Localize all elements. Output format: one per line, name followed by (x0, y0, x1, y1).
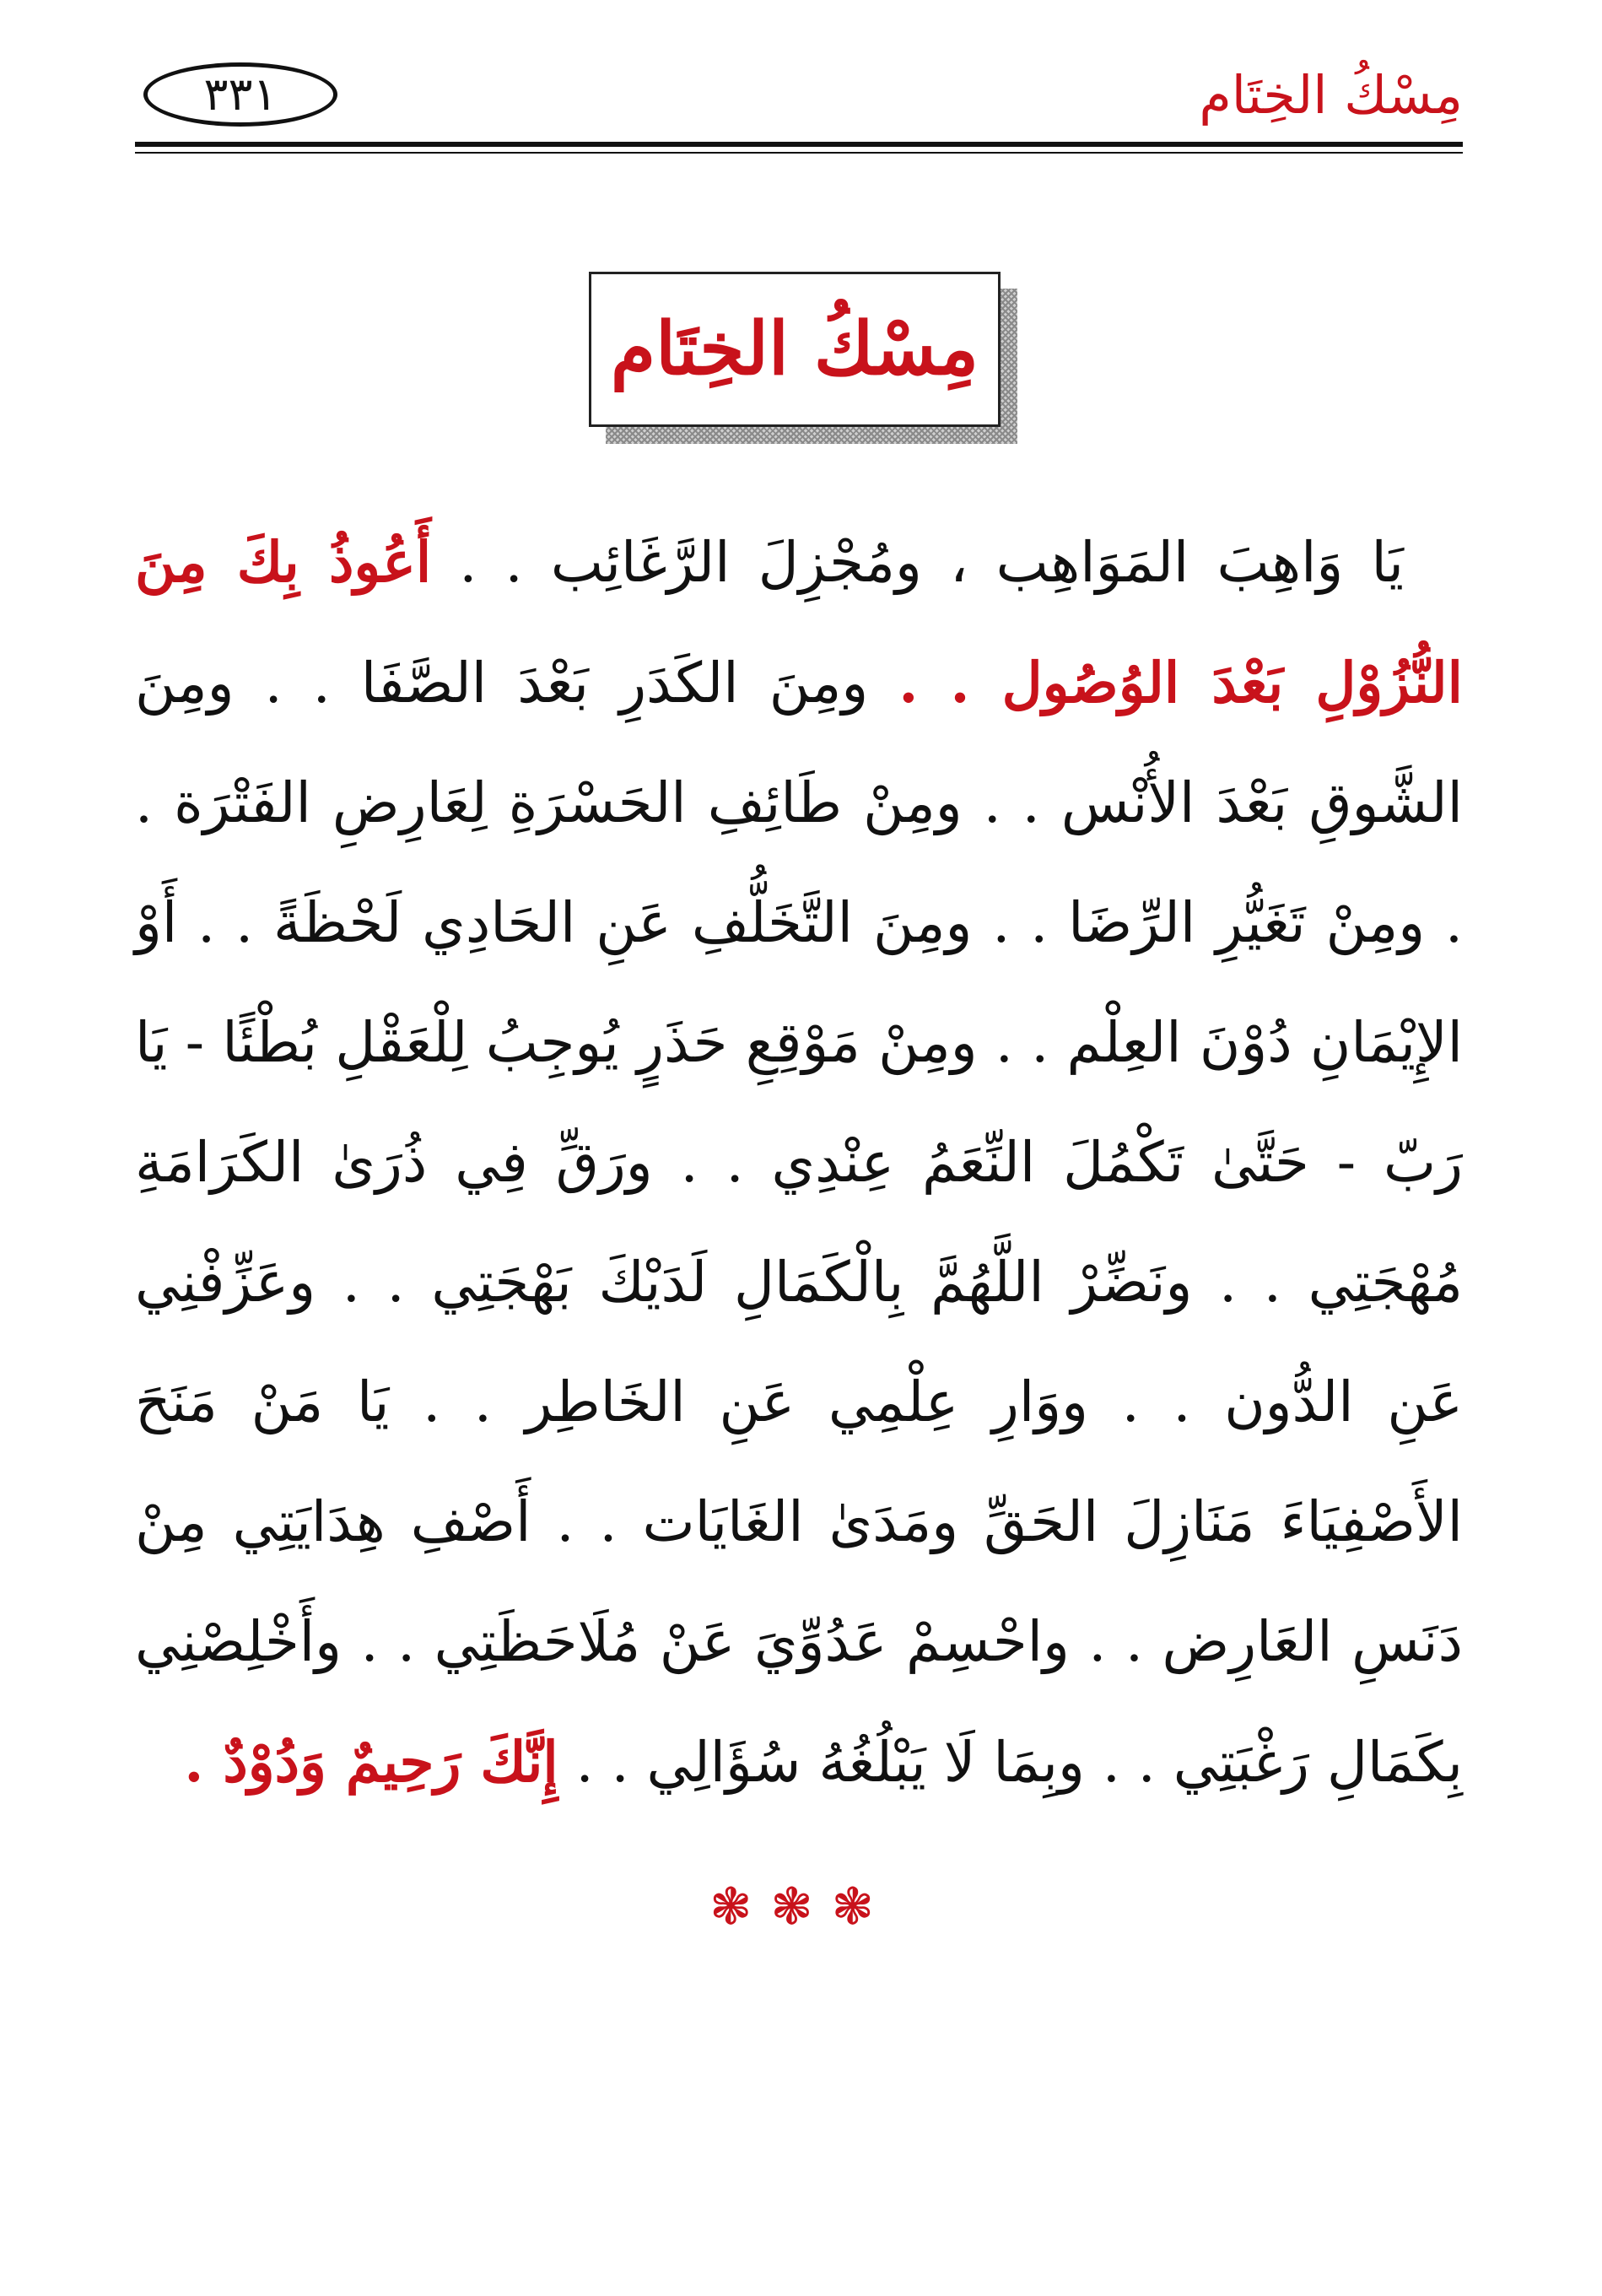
header-rule-thin (135, 152, 1463, 154)
page-number: ٣٣١ (143, 62, 337, 127)
body-highlight-2: إِنَّكَ رَحِيمٌ وَدُوْدٌ . (184, 1729, 558, 1795)
body-segment-2: ومِنَ الكَدَرِ بَعْدَ الصَّفَا . . ومِنَ الشَّوقِ بَعْدَ الأُنْس . . ومِنْ طَائِفِ الحَسْرَةِ لِعَارِضِ الفَتْرَة . . ومِنْ تَغَيُّرِ الرِّضَا . . ومِنَ التَّخَلُّفِ عَنِ الحَادِي لَحْظَةً . . أَوْ الإِيْمَانِ دُوْنَ العِلْم . . ومِنْ مَوْقِعِ حَذَرٍ يُوجِبُ لِلْعَقْلِ بُطْئًا - يَا رَبّ - حَتَّىٰ تَكْمُلَ النِّعَمُ عِنْدِي . . ورَقِّ فِي ذُرَىٰ الكَرَامَةِ مُهْجَتِي . . ونَضِّرْ اللَّهُمَّ بِالْكَمَالِ لَدَيْكَ بَهْجَتِي . . وعَزِّفْنِي عَنِ الدُّون . . ووَارِ عِلْمِي عَنِ الخَاطِر . . يَا مَنْ مَنَحَ الأَصْفِيَاءَ مَنَازِلَ الحَقِّ ومَدَىٰ الغَايَات . . أَصْفِ هِدَايَتِي مِنْ دَنَسِ العَارِض . . واحْسِمْ عَدُوِّيَ عَنْ مُلَاحَظَتِي . . وأَخْلِصْنِي بِكَمَالِ رَغْبَتِي . . وبِمَا لَا يَبْلُغُهُ سُؤَالِي . . (135, 651, 1463, 1795)
body-paragraph (135, 502, 1463, 1823)
chapter-title: مِسْكُ الخِتَام (610, 306, 979, 392)
header-rule (135, 142, 1463, 147)
body-segment-1: يَا وَاهِبَ المَوَاهِب ، ومُجْزِلَ الرَّغَائِب . . (431, 530, 1404, 595)
running-header (135, 51, 1463, 143)
body-highlight-1: أَعُوذُ بِكَ مِنَ النُّزُوْلِ بَعْدَ الوُصُول . . (135, 529, 1463, 716)
chapter-title-box (589, 272, 1001, 427)
running-title: مِسْكُ الخِتَام (1199, 64, 1463, 126)
section-ornament: ❃❃❃ (709, 1877, 893, 1937)
